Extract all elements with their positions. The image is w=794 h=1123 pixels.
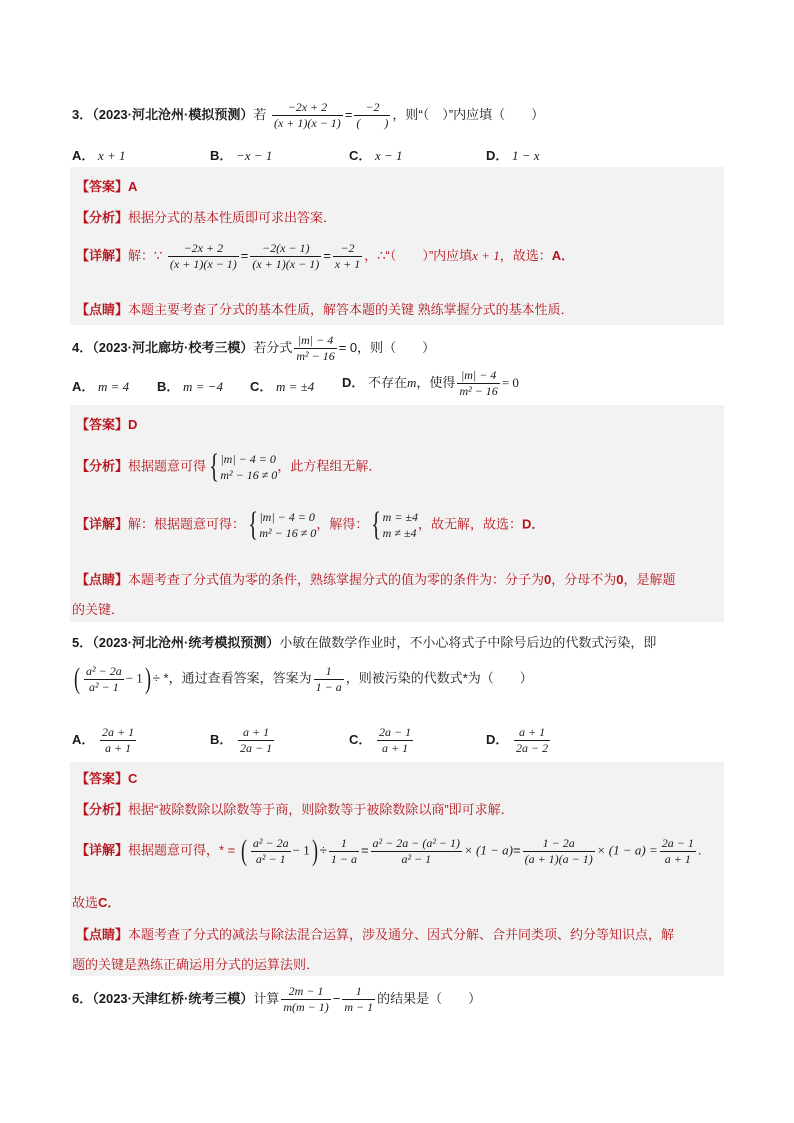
brace-symbol: { [248,506,259,543]
right-paren: ) [311,834,318,867]
answer-value: C [128,771,138,786]
fraction [514,725,550,756]
numerator: |m| − 4 [294,333,336,349]
stem-text: 计算 [253,990,280,1006]
detail-text: 解：根据题意可得： [128,516,246,532]
denominator: 2a − 2 [516,741,549,755]
comment-text: 本题考查了分式值为零的条件，熟练掌握分式的值为零的条件为：分子为 [128,572,545,587]
expression-text: − 1 [125,670,143,686]
question-3-stem [72,100,544,131]
option-c [349,145,403,164]
analysis-text: 根据分式的基本性质即可求出答案． [128,210,337,225]
fraction [333,241,362,272]
detail-line: 【详解】解：∵ $\frac{-2x + 2}{(x + 1)(x - 1)}$ = $\frac{-2(x - 1)}{(x + 1)(x - 1)}$ = $\frac{-2}{x + 1}$ ，∴“（ ）”内应填x + 1，故选：A． [76,241,575,271]
denominator: a² − 1 [255,851,286,866]
fraction [251,836,291,867]
detail-line: 【详解】根据题意可得，* = ( $\frac{\text{a² − 2a}}{\text{a² − 1}}$ − 1) ÷ $\frac{1}{1 - a}$ = $\frac{\text{a² − 2a − (a² − 1)}}{\text{a² − 1}}$ × (1 − a)= $\frac{1 - 2a}{(a + 1)(a - 1)}$ × (1 − a) = $\frac{2a - 1}{a + 1}$ . [76,834,702,867]
option-text: ，使得 [416,374,456,390]
question-source: （2023·河北沧州·模拟预测） [92,106,254,122]
option-key: D． [486,731,509,747]
question-4-options [72,368,732,398]
right-paren: ) [144,662,151,695]
comment-tag: 【点睛】 [76,927,129,942]
answer-value: A [128,179,138,194]
analysis-tag: 【分析】 [76,210,129,225]
numerator: −2x + 2 [168,241,239,257]
option-key: C． [250,379,273,394]
numerator: 1 [329,836,359,852]
option-text: x + 1 [98,148,126,163]
fraction [523,836,595,867]
numerator: −2(x − 1) [250,241,321,257]
detail-math: x + 1 [472,247,500,263]
option-key: D． [342,374,365,390]
option-text: x − 1 [375,148,403,163]
numerator: −2 [333,241,362,257]
detail-tag: 【详解】 [76,247,129,263]
answer-line [76,414,137,433]
option-b [210,145,272,164]
comment-text: 本题主要考查了分式的基本性质，解答本题的关键 熟练掌握分式的基本性质． [128,302,574,317]
fraction [660,836,696,867]
stem-text: 小敏在做数学作业时，不小心将式子中除号后边的代数式污染，即 [279,635,657,650]
denominator: a + 1 [664,851,691,866]
detail-text: 解：∵ [128,247,163,263]
comment-line [76,299,574,318]
comment-text: 本题考查了分式的减法与除法混合运算，涉及通分、因式分解、合并同类项、约分等知识点，解 [128,927,675,942]
conclusion-line [72,892,120,911]
question-number: 6． [72,990,93,1006]
option-text: 1 − x [512,148,540,163]
stem-text: 若 [253,106,267,122]
comment-line-1 [76,924,674,943]
question-4-solution-box [70,405,724,622]
fraction [314,664,344,695]
numerator: −2 [354,100,390,116]
fraction [294,333,336,364]
fraction [250,241,321,272]
question-number: 4． [72,339,93,355]
analysis-line [76,450,381,484]
denominator: m² − 16 [296,349,335,363]
option-text: −x − 1 [236,148,273,163]
comment-line-2 [72,954,319,973]
numerator: a² − 2a [252,835,289,850]
numerator: 2a + 1 [102,725,135,739]
denominator: m − 1 [344,1000,374,1014]
answer-tag: 【答案】 [76,771,129,786]
answer-value: D [128,417,138,432]
question-5-stem-line-1 [72,632,656,651]
option-a [72,725,138,756]
detail-choice: D． [522,516,545,532]
equation: m ≠ ±4 [382,526,417,540]
option-key: B． [210,148,233,163]
question-number: 3． [72,106,93,122]
equation: m² − 16 ≠ 0 [259,526,317,540]
numerator: 2a − 1 [661,835,694,850]
comment-line-2 [72,599,124,618]
stem-text: = 0，则（ ） [338,339,436,355]
option-text: m = 4 [98,379,130,394]
detail-text: ，故选： [499,247,552,263]
denominator: ( ) [356,116,389,130]
detail-text: ，解得： [316,516,369,532]
fraction [272,100,343,131]
numerator: a + 1 [514,725,550,741]
answer-tag: 【答案】 [76,417,129,432]
analysis-text: 根据题意可得 [128,458,207,474]
fraction [100,725,136,756]
detail-text: 根据题意可得，* = [128,842,236,858]
question-source: （2023·天津红桥·统考三模） [92,990,254,1006]
question-6-stem [72,984,481,1015]
stem-text: ，则被污染的代数式*为（ ） [345,670,533,686]
fraction [281,984,330,1015]
question-3-options [72,145,732,163]
denominator: a + 1 [105,741,132,755]
numerator: |m| − 4 [457,368,499,384]
numerator: a + 1 [238,725,274,741]
operator: ÷ [319,842,327,858]
option-text: 不存在 [368,374,408,390]
fraction [342,984,375,1015]
comment-text: 题的关键是熟练正确运用分式的运算法则． [72,957,320,972]
equation: |m| − 4 = 0 [220,452,276,466]
fraction [329,836,359,867]
option-math: m [407,374,417,390]
comment-text: 0 [544,572,552,587]
denominator: (x + 1)(x − 1) [273,116,341,130]
stem-text: 的结果是（ ） [377,990,482,1006]
left-paren: ( [240,834,247,867]
equation-system [259,509,316,541]
numerator: 2m − 1 [281,984,330,1000]
equation: m² − 16 ≠ 0 [220,468,278,482]
question-source: （2023·河北沧州·统考模拟预测） [92,635,280,650]
fraction [84,664,124,695]
denominator: a + 1 [382,741,409,755]
option-key: A． [72,731,95,747]
option-b [210,725,276,756]
option-c [349,725,415,756]
fraction [457,368,499,399]
solution-system [383,509,418,541]
option-c [250,376,314,395]
question-source: （2023·河北廊坊·校考三模） [92,339,254,355]
conclusion-text: 故选 [72,895,99,910]
option-d [342,368,519,399]
stem-text: ，则“（ ）”内应填（ ） [392,106,545,122]
option-key: C． [349,731,372,747]
detail-tag: 【详解】 [76,516,129,532]
numerator: 1 − 2a [523,836,595,852]
equation-system [220,451,277,483]
question-3-solution-box [70,167,724,325]
equation: |m| − 4 = 0 [259,510,315,524]
question-4-stem [72,333,435,364]
analysis-line [76,207,336,226]
analysis-tag: 【分析】 [76,802,129,817]
option-key: B． [210,731,233,747]
question-number: 5． [72,635,93,650]
equals-sign: = [344,106,353,122]
expression-text: × (1 − a) [464,842,513,858]
denominator: x + 1 [334,257,361,271]
stem-text: 若分式 [253,339,293,355]
numerator: a² − 2a [86,663,122,678]
equation: m = ±4 [382,510,419,524]
comment-text: 0 [616,572,624,587]
expression-text: − 1 [292,842,310,858]
option-a [72,145,126,164]
detail-line [76,508,544,542]
analysis-line [76,799,514,818]
brace-symbol: { [371,506,382,543]
conclusion-choice: C． [98,895,121,910]
numerator: 1 [314,664,344,680]
denominator: a² − 1 [89,679,119,694]
answer-line [76,176,137,195]
fraction [354,100,390,131]
analysis-text: ，此方程组无解． [277,458,382,474]
stem-text: ÷ *，通过查看答案，答案为 [152,670,312,686]
brace-symbol: { [209,448,220,485]
option-key: D． [486,148,509,163]
fraction [377,725,413,756]
option-text: m = ±4 [276,379,315,394]
denominator: m(m − 1) [283,1000,329,1014]
denominator: 2a − 1 [240,741,273,755]
denominator: (x + 1)(x − 1) [252,257,320,271]
comment-tag: 【点睛】 [76,302,129,317]
fraction [238,725,274,756]
denominator: 1 − a [330,851,357,866]
left-paren: ( [74,662,80,695]
option-text: = 0 [501,374,519,390]
analysis-text: 根据“被除数除以除数等于商，则除数等于被除数除以商”即可求解． [128,802,514,817]
detail-text: ，故无解，故选： [418,516,523,532]
detail-choice: A． [551,247,575,263]
option-key: A． [72,379,95,394]
operator: − [332,990,341,1006]
option-key: B． [157,379,180,394]
expression-text: × (1 − a) = [596,842,658,858]
comment-tag: 【点睛】 [76,572,129,587]
question-5-solution-box [70,762,724,976]
comment-text: ，是解题 [623,572,676,587]
numerator: 2a − 1 [379,725,412,739]
numerator: a² − 2a − (a² − 1) [372,835,461,850]
denominator: (a + 1)(a − 1) [524,851,593,866]
denominator: a² − 1 [401,851,432,866]
question-5-stem-line-2 [72,662,533,696]
option-key: A． [72,148,95,163]
denominator: 1 − a [315,679,342,694]
numerator: 1 [342,984,375,1000]
option-d [486,145,540,164]
option-b [157,376,223,395]
option-text: m = −4 [183,379,223,394]
option-d [486,725,552,756]
numerator: −2x + 2 [272,100,343,116]
detail-text: ，∴“（ ）”内应填 [364,247,473,263]
comment-line-1 [76,569,676,588]
answer-tag: 【答案】 [76,179,129,194]
option-key: C． [349,148,372,163]
answer-line [76,768,137,787]
fraction [168,241,239,272]
analysis-tag: 【分析】 [76,458,129,474]
option-a [72,376,129,395]
denominator: (x + 1)(x − 1) [169,257,237,271]
denominator: m² − 16 [459,384,498,398]
comment-text: ，分母不为 [551,572,617,587]
detail-tag: 【详解】 [76,842,129,858]
question-5-options [72,725,732,755]
comment-text: 的关键． [72,602,125,617]
fraction [371,836,462,867]
